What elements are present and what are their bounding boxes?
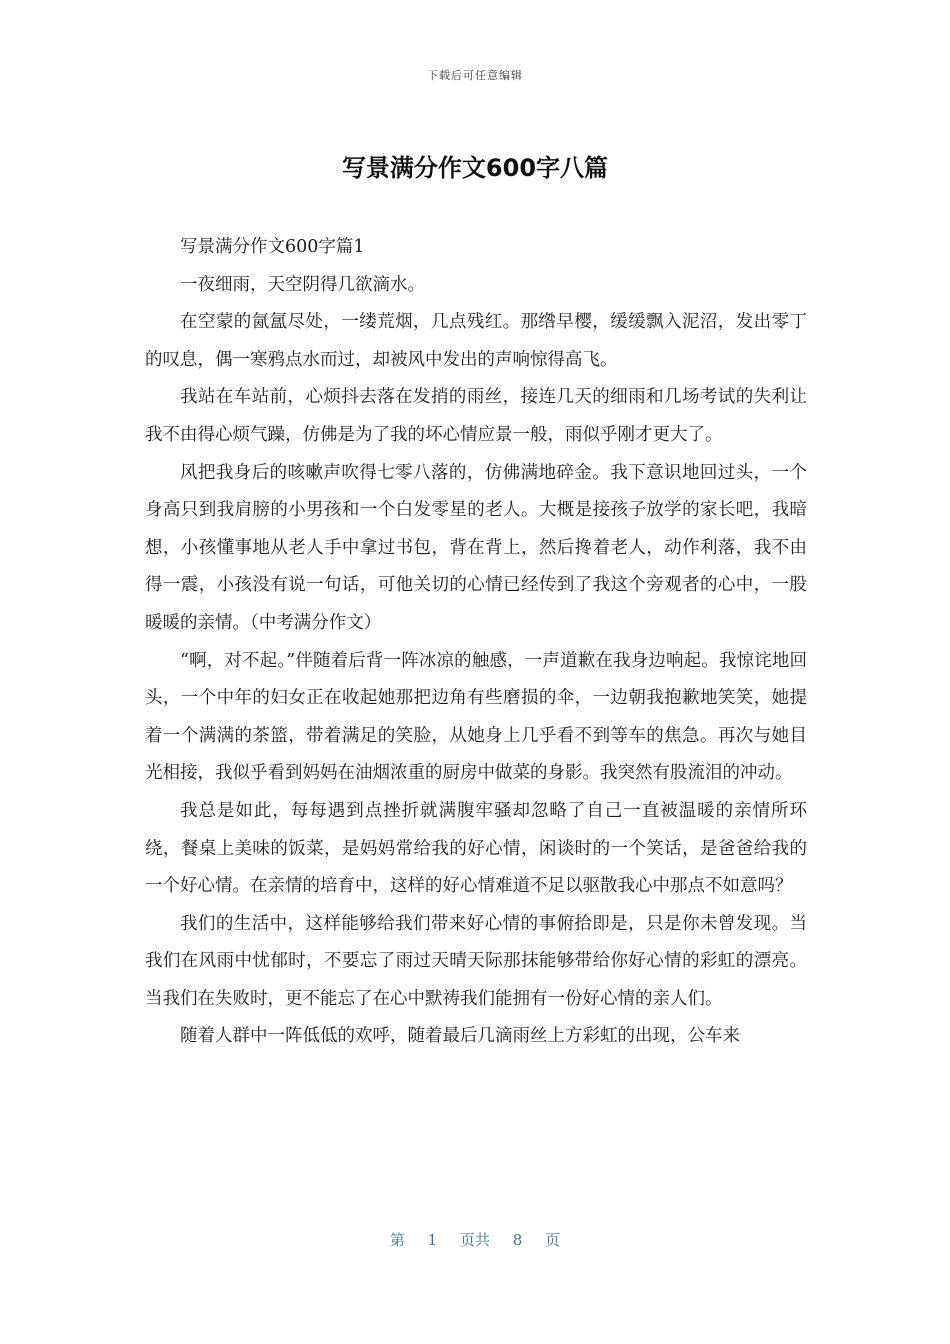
paragraph: 在空蒙的氤氲尽处，一缕荒烟，几点残红。那绺早樱，缓缓飘入泥沼，发出零丁的叹息，偶一寒鸦点水而过，却被风中发出的声响惊得高飞。 — [145, 312, 807, 370]
page-label-suffix: 页 — [545, 1231, 561, 1249]
total-pages-number: 8 — [512, 1231, 523, 1249]
paragraph: 一夜细雨，天空阴得几欲滴水。 — [180, 274, 425, 295]
paragraph: 我总是如此，每每遇到点挫折就满腹牢骚却忽略了自己一直被温暖的亲情所环绕，餐桌上美味的饭菜，是妈妈常给我的好心情，闲谈时的一个笑话，是爸爸给我的一个好心情。在亲情的培育中，这样的好心情难道不足以驱散我心中那点不如意吗？ — [145, 800, 807, 897]
paragraph: “啊，对不起。”伴随着后背一阵冰凉的触感，一声道歉在我身边响起。我惊诧地回头，一个中年的妇女正在收起她那把边角有些磨损的伞，一边朝我抱歉地笑笑，她提着一个满满的茶篮，带着满足的笑脸，从她身上几乎看不到等车的焦急。再次与她目光相接，我似乎看到妈妈在油烟浓重的厨房中做菜的身影。我突然有股流泪的冲动。 — [145, 650, 807, 784]
paragraph: 随着人群中一阵低低的欢呼，随着最后几滴雨丝上方彩虹的出现，公车来 — [180, 1026, 740, 1047]
header-note: 下载后可任意编辑 — [427, 69, 523, 82]
paragraph: 我们的生活中，这样能够给我们带来好心情的事俯拾即是，只是你未曾发现。当我们在风雨中忧郁时，不要忘了雨过天晴天际那抹能够带给你好心情的彩虹的漂亮。当我们在失败时，更不能忘了在心中默祷我们能拥有一份好心情的亲人们。 — [145, 913, 807, 1009]
document-body — [145, 229, 807, 1056]
page-label-prefix: 第 — [389, 1231, 405, 1249]
document-title: 写景满分作文600字八篇 — [341, 154, 609, 182]
paragraph: 我站在车站前，心烦抖去落在发捎的雨丝，接连几天的细雨和几场考试的失利让我不由得心烦气躁，仿佛是为了我的坏心情应景一般，雨似乎刚才更大了。 — [145, 387, 807, 445]
page-footer — [0, 1229, 950, 1250]
page-label-mid: 页共 — [459, 1231, 490, 1249]
section-heading: 写景满分作文600字篇1 — [180, 237, 365, 257]
current-page-number: 1 — [427, 1231, 438, 1249]
paragraph: 风把我身后的咳嗽声吹得七零八落的，仿佛满地碎金。我下意识地回过头，一个身高只到我肩膀的小男孩和一个白发零星的老人。大概是接孩子放学的家长吧，我暗想，小孩懂事地从老人手中拿过书包，背在背上，然后搀着老人，动作利落，我不由得一震，小孩没有说一句话，可他关切的心情已经传到了我这个旁观者的心中，一股暖暖的亲情。（中考满分作文） — [145, 462, 807, 633]
